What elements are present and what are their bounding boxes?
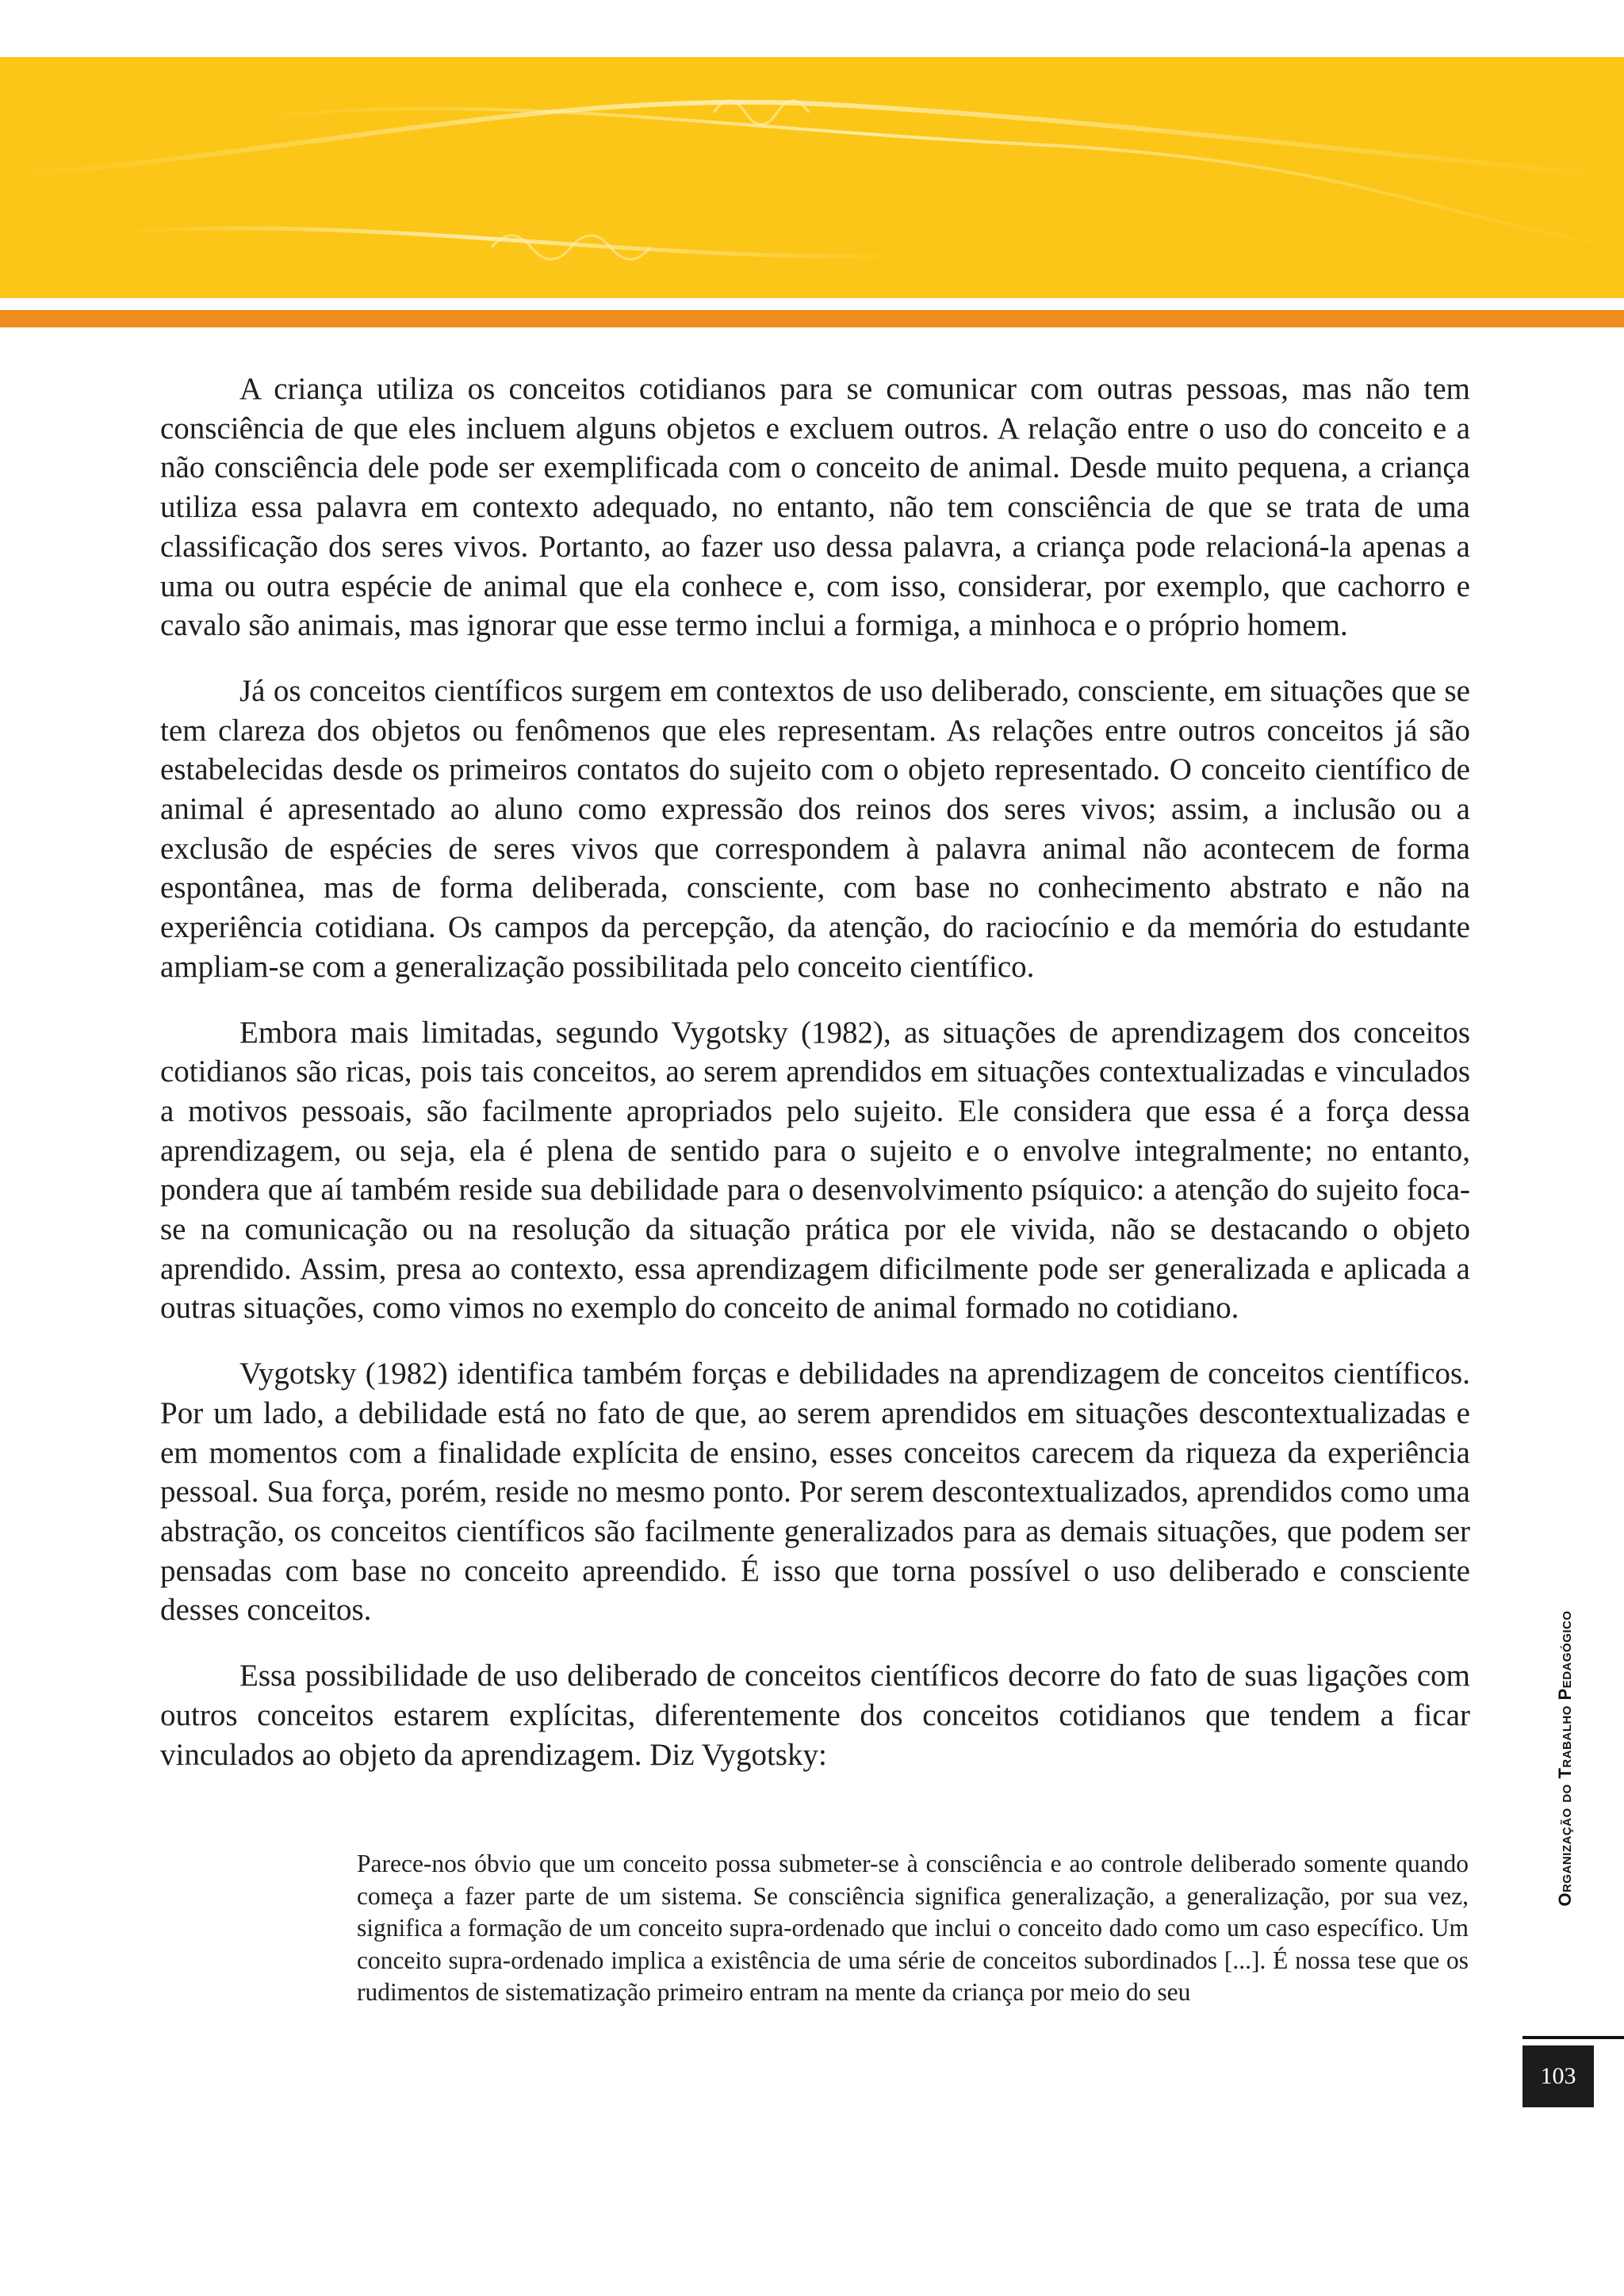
- paragraph-4: Vygotsky (1982) identifica também forças e debilidades na aprendizagem de conceitos científicos. Por um lado, a debilidade está no fato de que, ao serem aprendidos em situações descontextualizadas e em momentos com a finalidade explícita de ensino, esses conceitos carecem da riqueza da experiência pessoal. Sua força, porém, reside no mesmo ponto. Por serem descontextualizados, aprendidos como uma abstração, os conceitos científicos são facilmente generalizados para as demais situações, que podem ser pensadas com base no conceito apreendido. É isso que torna possível o uso deliberado e consciente desses conceitos.: [160, 1357, 1470, 1628]
- banner-orange-rule: [0, 310, 1624, 327]
- block-quote: [357, 1848, 1469, 2009]
- running-head: Organização do Trabalho Pedagógico: [1555, 1610, 1575, 1907]
- paragraph-2: Já os conceitos científicos surgem em contextos de uso deliberado, consciente, em situações que se tem clareza dos objetos ou fenômenos que eles representam. As relações entre outros conceitos já são estabelecidas desde os primeiros contatos do sujeito com o objeto representado. O conceito científico de animal é apresentado ao aluno como expressão dos reinos dos seres vivos; assim, a inclusão ou a exclusão de espécies de seres vivos que correspondem à palavra animal não acontecem de forma espontânea, mas de forma deliberada, consciente, com base no conhecimento abstrato e não na experiência cotidiana. Os campos da percepção, da atenção, do raciocínio e da memória do estudante ampliam-se com a generalização possibilitada pelo conceito científico.: [160, 673, 1470, 984]
- paragraph-5: Essa possibilidade de uso deliberado de conceitos científicos decorre do fato de suas ligações com outros conceitos estarem explícitas, diferentemente dos conceitos cotidianos que tendem a ficar vinculados ao objeto da aprendizagem. Diz Vygotsky:: [160, 1659, 1470, 1772]
- page-number: 103: [1522, 2045, 1594, 2107]
- banner-watermark: [0, 57, 1624, 298]
- page-number-rule: [1522, 2036, 1624, 2039]
- paragraph-1: A criança utiliza os conceitos cotidianos para se comunicar com outras pessoas, mas não tem consciência de que eles incluem alguns objetos e excluem outros. A relação entre o uso do conceito e a não consciência dele pode ser exemplificada com o conceito de animal. Desde muito pequena, a criança utiliza essa palavra em contexto adequado, no entanto, não tem consciência de que se trata de uma classificação dos seres vivos. Portanto, ao fazer uso dessa palavra, a criança pode relacioná-la apenas a uma ou outra espécie de animal que ela conhece e, com isso, considerar, por exemplo, que cachorro e cavalo são animais, mas ignorar que esse termo inclui a formiga, a minhoca e o próprio homem.: [160, 372, 1470, 643]
- body-text: [160, 369, 1470, 1800]
- paragraph-3: Embora mais limitadas, segundo Vygotsky (1982), as situações de aprendizagem dos conceitos cotidianos são ricas, pois tais conceitos, ao serem aprendidos em situações contextualizadas e vinculados a motivos pessoais, são facilmente apropriados pelo sujeito. Ele considera que essa é a força dessa aprendizagem, ou seja, ela é plena de sentido para o sujeito e o envolve integralmente; no entanto, pondera que aí também reside sua debilidade para o desenvolvimento psíquico: a atenção do sujeito foca-se na comunicação ou na resolução da situação prática por ele vivida, não se destacando o objeto aprendido. Assim, presa ao contexto, essa aprendizagem dificilmente pode ser generalizada e aplicada a outras situações, como vimos no exemplo do conceito de animal formado no cotidiano.: [160, 1015, 1470, 1326]
- block-quote-text: Parece-nos óbvio que um conceito possa submeter-se à consciência e ao controle deliberado somente quando começa a fazer parte de um sistema. Se consciência significa generalização, a generalização, por sua vez, significa a formação de um conceito supra-ordenado que inclui o conceito dado como um caso específico. Um conceito supra-ordenado implica a existência de uma série de conceitos subordinados [...]. É nossa tese que os rudimentos de sistematização primeiro entram na mente da criança por meio do seu: [357, 1850, 1469, 2006]
- header-banner: [0, 57, 1624, 298]
